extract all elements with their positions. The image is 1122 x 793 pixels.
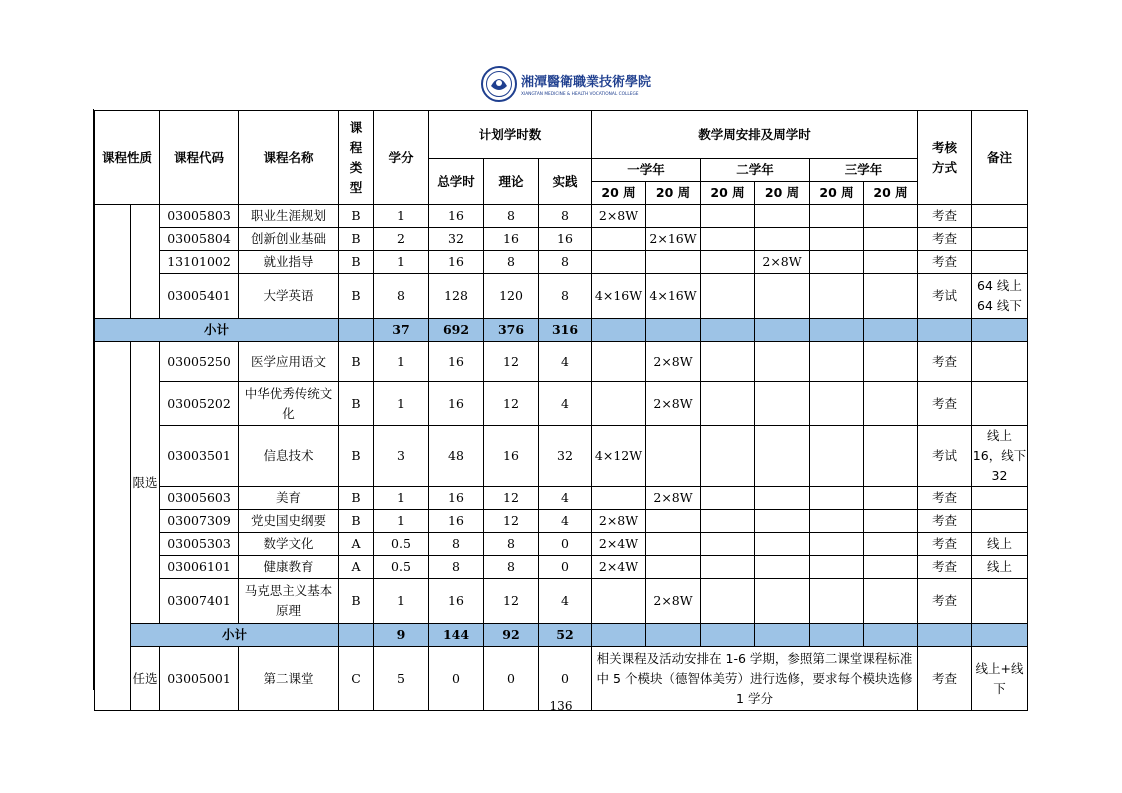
semester-cell <box>864 205 918 228</box>
semester-cell <box>810 556 864 579</box>
semester-cell <box>755 556 810 579</box>
practice-hours: 8 <box>539 205 592 228</box>
course-name: 创新创业基础 <box>239 228 339 251</box>
course-type: B <box>339 382 374 426</box>
header-week: 20 周 <box>646 182 701 205</box>
theory-hours: 16 <box>484 426 539 487</box>
total-hours: 16 <box>429 342 484 382</box>
semester-cell <box>701 426 755 487</box>
schedule-note: 相关课程及活动安排在 1-6 学期，参照第二课堂课程标准中 5 个模块（德智体美劳）进行选修，要求每个模块选修 1 学分 <box>592 647 918 711</box>
theory-hours: 12 <box>484 487 539 510</box>
semester-cell <box>810 426 864 487</box>
header-total-hours: 总学时 <box>429 159 484 205</box>
semester-cell: 2×8W <box>592 205 646 228</box>
course-code: 03007309 <box>160 510 239 533</box>
table-row <box>95 205 1028 228</box>
header-week: 20 周 <box>701 182 755 205</box>
semester-cell <box>701 510 755 533</box>
semester-cell: 2×8W <box>646 487 701 510</box>
practice-hours: 4 <box>539 579 592 624</box>
category-cell <box>95 205 131 319</box>
total-hours: 8 <box>429 556 484 579</box>
theory-hours: 16 <box>484 228 539 251</box>
semester-cell <box>810 251 864 274</box>
course-code: 03003501 <box>160 426 239 487</box>
subtotal-theory: 92 <box>484 624 539 647</box>
remark <box>972 228 1028 251</box>
course-type: B <box>339 510 374 533</box>
semester-cell <box>701 533 755 556</box>
course-name: 中华优秀传统文化 <box>239 382 339 426</box>
semester-cell <box>810 342 864 382</box>
header-practice: 实践 <box>539 159 592 205</box>
total-hours: 16 <box>429 251 484 274</box>
course-type: B <box>339 205 374 228</box>
semester-cell <box>864 487 918 510</box>
semester-cell <box>592 342 646 382</box>
credit: 1 <box>374 205 429 228</box>
course-code: 03005303 <box>160 533 239 556</box>
theory-hours: 12 <box>484 579 539 624</box>
theory-hours: 12 <box>484 382 539 426</box>
theory-hours: 8 <box>484 533 539 556</box>
semester-cell <box>755 228 810 251</box>
semester-cell: 2×8W <box>646 342 701 382</box>
header-schedule: 教学周安排及周学时 <box>592 111 918 159</box>
practice-hours: 16 <box>539 228 592 251</box>
semester-cell <box>592 251 646 274</box>
header-year2: 二学年 <box>701 159 810 182</box>
semester-cell <box>864 274 918 319</box>
table-row <box>95 533 1028 556</box>
semester-cell <box>755 205 810 228</box>
curriculum-table <box>94 110 1028 711</box>
course-code: 03005804 <box>160 228 239 251</box>
semester-cell <box>646 533 701 556</box>
subtotal-empty <box>864 624 918 647</box>
subtotal-practice: 316 <box>539 319 592 342</box>
header-week: 20 周 <box>810 182 864 205</box>
header-week: 20 周 <box>864 182 918 205</box>
theory-hours: 0 <box>484 647 539 711</box>
assessment: 考查 <box>918 228 972 251</box>
theory-hours: 12 <box>484 510 539 533</box>
semester-cell: 2×8W <box>755 251 810 274</box>
course-name: 医学应用语文 <box>239 342 339 382</box>
course-code: 03005202 <box>160 382 239 426</box>
semester-cell <box>646 426 701 487</box>
course-type: B <box>339 251 374 274</box>
semester-cell: 2×4W <box>592 533 646 556</box>
subtotal-empty <box>755 624 810 647</box>
credit: 8 <box>374 274 429 319</box>
semester-cell: 4×16W <box>646 274 701 319</box>
remark: 64 线上 64 线下 <box>972 274 1028 319</box>
subtotal-total: 692 <box>429 319 484 342</box>
credit: 1 <box>374 251 429 274</box>
assessment: 考查 <box>918 556 972 579</box>
credit: 2 <box>374 228 429 251</box>
semester-cell <box>864 382 918 426</box>
course-name: 就业指导 <box>239 251 339 274</box>
course-type: B <box>339 487 374 510</box>
header-credit: 学分 <box>374 111 429 205</box>
credit: 5 <box>374 647 429 711</box>
semester-cell <box>592 487 646 510</box>
theory-hours: 8 <box>484 556 539 579</box>
semester-cell <box>701 556 755 579</box>
table-row <box>95 274 1028 319</box>
semester-cell <box>646 510 701 533</box>
semester-cell <box>755 579 810 624</box>
page-number: 136 <box>549 699 573 713</box>
theory-hours: 12 <box>484 342 539 382</box>
category-label: 限选 <box>131 342 160 624</box>
course-type: B <box>339 426 374 487</box>
course-name: 第二课堂 <box>239 647 339 711</box>
subtotal-credit: 37 <box>374 319 429 342</box>
course-type: B <box>339 342 374 382</box>
semester-cell <box>864 251 918 274</box>
total-hours: 8 <box>429 533 484 556</box>
practice-hours: 4 <box>539 382 592 426</box>
table-row <box>95 579 1028 624</box>
assessment: 考查 <box>918 487 972 510</box>
semester-cell <box>810 274 864 319</box>
course-name: 健康教育 <box>239 556 339 579</box>
semester-cell <box>755 426 810 487</box>
theory-hours: 8 <box>484 205 539 228</box>
assessment: 考查 <box>918 342 972 382</box>
remark: 线上 <box>972 556 1028 579</box>
table-row <box>95 251 1028 274</box>
theory-hours: 120 <box>484 274 539 319</box>
total-hours: 16 <box>429 205 484 228</box>
course-type: A <box>339 556 374 579</box>
table-row <box>95 382 1028 426</box>
remark <box>972 251 1028 274</box>
assessment: 考查 <box>918 647 972 711</box>
category-label: 任选 <box>131 647 160 711</box>
subtotal-empty <box>810 624 864 647</box>
semester-cell <box>864 579 918 624</box>
credit: 1 <box>374 487 429 510</box>
assessment: 考查 <box>918 251 972 274</box>
table-row <box>95 510 1028 533</box>
header-course-name: 课程名称 <box>239 111 339 205</box>
semester-cell <box>701 579 755 624</box>
credit: 3 <box>374 426 429 487</box>
subtotal-row <box>95 319 1028 342</box>
practice-hours: 32 <box>539 426 592 487</box>
semester-cell: 2×8W <box>646 579 701 624</box>
header-week: 20 周 <box>755 182 810 205</box>
course-name: 数学文化 <box>239 533 339 556</box>
total-hours: 16 <box>429 510 484 533</box>
credit: 1 <box>374 579 429 624</box>
header-remarks: 备注 <box>972 111 1028 205</box>
semester-cell <box>701 274 755 319</box>
semester-cell <box>646 205 701 228</box>
semester-cell: 2×8W <box>646 382 701 426</box>
semester-cell <box>810 382 864 426</box>
course-name: 信息技术 <box>239 426 339 487</box>
semester-cell <box>864 228 918 251</box>
category-cell <box>131 205 160 319</box>
course-code: 03005603 <box>160 487 239 510</box>
subtotal-theory: 376 <box>484 319 539 342</box>
credit: 0.5 <box>374 556 429 579</box>
table-row <box>95 228 1028 251</box>
subtotal-empty <box>864 319 918 342</box>
semester-cell <box>755 510 810 533</box>
header-assessment: 考核方式 <box>918 111 972 205</box>
remark <box>972 382 1028 426</box>
semester-cell <box>701 382 755 426</box>
practice-hours: 0 <box>539 647 592 711</box>
subtotal-practice: 52 <box>539 624 592 647</box>
semester-cell: 4×16W <box>592 274 646 319</box>
course-type: C <box>339 647 374 711</box>
semester-cell <box>864 426 918 487</box>
assessment: 考查 <box>918 533 972 556</box>
practice-hours: 0 <box>539 533 592 556</box>
subtotal-label: 小计 <box>131 624 339 647</box>
remark <box>972 510 1028 533</box>
course-type: B <box>339 579 374 624</box>
total-hours: 128 <box>429 274 484 319</box>
semester-cell <box>864 342 918 382</box>
credit: 1 <box>374 342 429 382</box>
total-hours: 16 <box>429 487 484 510</box>
credit: 0.5 <box>374 533 429 556</box>
remark <box>972 487 1028 510</box>
semester-cell <box>810 510 864 533</box>
semester-cell <box>864 510 918 533</box>
total-hours: 16 <box>429 579 484 624</box>
header-planned-hours: 计划学时数 <box>429 111 592 159</box>
category-cell <box>95 342 131 711</box>
course-name: 职业生涯规划 <box>239 205 339 228</box>
course-code: 03005250 <box>160 342 239 382</box>
subtotal-empty <box>701 319 755 342</box>
course-type: A <box>339 533 374 556</box>
semester-cell <box>864 556 918 579</box>
subtotal-empty <box>592 319 646 342</box>
semester-cell <box>810 205 864 228</box>
table-row <box>95 556 1028 579</box>
subtotal-empty <box>755 319 810 342</box>
assessment: 考查 <box>918 205 972 228</box>
semester-cell <box>755 487 810 510</box>
practice-hours: 8 <box>539 274 592 319</box>
college-logo <box>481 64 651 104</box>
course-type: B <box>339 274 374 319</box>
remark <box>972 205 1028 228</box>
total-hours: 16 <box>429 382 484 426</box>
practice-hours: 4 <box>539 342 592 382</box>
remark: 线上 16，线下 32 <box>972 426 1028 487</box>
semester-cell <box>701 228 755 251</box>
practice-hours: 4 <box>539 510 592 533</box>
total-hours: 0 <box>429 647 484 711</box>
total-hours: 48 <box>429 426 484 487</box>
header-course-nature: 课程性质 <box>95 111 160 205</box>
total-hours: 32 <box>429 228 484 251</box>
course-name: 大学英语 <box>239 274 339 319</box>
subtotal-empty <box>972 319 1028 342</box>
logo-name-cn: 湘潭醫衛職業技術學院 <box>521 75 651 90</box>
subtotal-empty <box>701 624 755 647</box>
semester-cell <box>701 251 755 274</box>
header-year3: 三学年 <box>810 159 918 182</box>
course-name: 美育 <box>239 487 339 510</box>
remark <box>972 342 1028 382</box>
header-theory: 理论 <box>484 159 539 205</box>
semester-cell <box>755 382 810 426</box>
remark <box>972 579 1028 624</box>
practice-hours: 0 <box>539 556 592 579</box>
remark: 线上 <box>972 533 1028 556</box>
semester-cell: 2×8W <box>592 510 646 533</box>
subtotal-empty <box>339 624 374 647</box>
course-name: 马克思主义基本原理 <box>239 579 339 624</box>
subtotal-empty <box>810 319 864 342</box>
table-row <box>95 342 1028 382</box>
semester-cell <box>646 251 701 274</box>
subtotal-label: 小计 <box>95 319 339 342</box>
semester-cell <box>592 579 646 624</box>
semester-cell <box>646 556 701 579</box>
course-code: 03005803 <box>160 205 239 228</box>
semester-cell: 4×12W <box>592 426 646 487</box>
course-code: 03006101 <box>160 556 239 579</box>
course-name: 党史国史纲要 <box>239 510 339 533</box>
subtotal-total: 144 <box>429 624 484 647</box>
practice-hours: 8 <box>539 251 592 274</box>
subtotal-empty <box>972 624 1028 647</box>
semester-cell: 2×16W <box>646 228 701 251</box>
semester-cell <box>810 487 864 510</box>
header-week: 20 周 <box>592 182 646 205</box>
subtotal-empty <box>646 624 701 647</box>
course-code: 03005401 <box>160 274 239 319</box>
semester-cell <box>701 342 755 382</box>
subtotal-empty <box>918 319 972 342</box>
semester-cell <box>810 228 864 251</box>
header-course-code: 课程代码 <box>160 111 239 205</box>
practice-hours: 4 <box>539 487 592 510</box>
semester-cell <box>701 205 755 228</box>
assessment: 考查 <box>918 382 972 426</box>
subtotal-empty <box>592 624 646 647</box>
header-course-type: 课程类型 <box>339 111 374 205</box>
course-type: B <box>339 228 374 251</box>
semester-cell <box>810 533 864 556</box>
remark: 线上+线下 <box>972 647 1028 711</box>
logo-name-en: XIANGTAN MEDICINE & HEALTH VOCATIONAL COLLEGE <box>521 92 639 97</box>
subtotal-row <box>95 624 1028 647</box>
semester-cell <box>701 487 755 510</box>
semester-cell: 2×4W <box>592 556 646 579</box>
subtotal-empty <box>918 624 972 647</box>
course-code: 13101002 <box>160 251 239 274</box>
header-year1: 一学年 <box>592 159 701 182</box>
subtotal-empty <box>339 319 374 342</box>
semester-cell <box>592 382 646 426</box>
subtotal-credit: 9 <box>374 624 429 647</box>
assessment: 考试 <box>918 274 972 319</box>
assessment: 考查 <box>918 510 972 533</box>
course-code: 03005001 <box>160 647 239 711</box>
assessment: 考查 <box>918 579 972 624</box>
semester-cell <box>810 579 864 624</box>
credit: 1 <box>374 382 429 426</box>
semester-cell <box>592 228 646 251</box>
semester-cell <box>755 342 810 382</box>
semester-cell <box>755 274 810 319</box>
theory-hours: 8 <box>484 251 539 274</box>
semester-cell <box>755 533 810 556</box>
subtotal-empty <box>646 319 701 342</box>
table-row <box>95 426 1028 487</box>
semester-cell <box>864 533 918 556</box>
course-code: 03007401 <box>160 579 239 624</box>
credit: 1 <box>374 510 429 533</box>
assessment: 考试 <box>918 426 972 487</box>
table-row <box>95 487 1028 510</box>
